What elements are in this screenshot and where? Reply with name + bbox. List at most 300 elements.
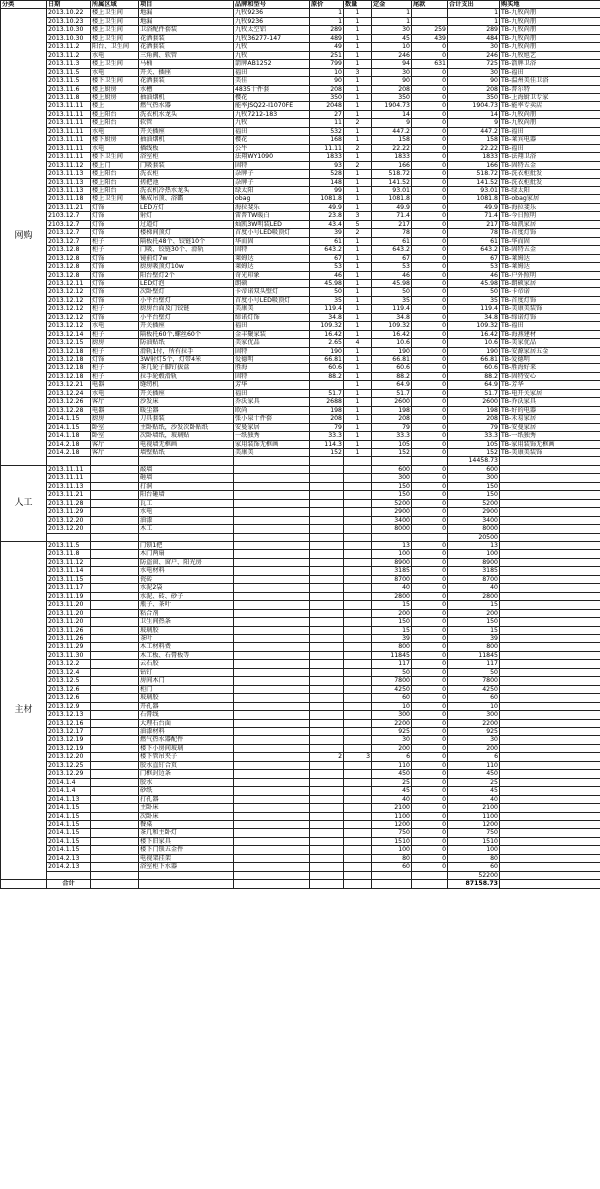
table-cell [91, 778, 139, 786]
table-cell: 美家优品 [234, 339, 310, 347]
table-cell [344, 474, 372, 482]
table-cell [310, 482, 344, 490]
table-cell: 楼下旧家具 [139, 837, 234, 845]
table-cell: 67 [448, 254, 500, 262]
table-cell: 九牧 [234, 43, 310, 51]
table-cell: 0 [412, 136, 448, 144]
table-cell: 楼上门 [91, 161, 139, 169]
table-cell [372, 457, 412, 465]
table-cell: 灯饰 [91, 220, 139, 228]
sheet-body [1, 9, 600, 888]
table-row [1, 313, 600, 321]
table-cell: 浴室柜下水器 [139, 863, 234, 871]
table-cell: 109.32 [448, 322, 500, 330]
table-cell [91, 575, 139, 583]
table-cell: 1 [344, 263, 372, 271]
table-cell: 15 [448, 601, 500, 609]
table-cell [412, 880, 448, 888]
table-cell: TB-九牧旭艺 [500, 51, 600, 59]
table-cell [91, 542, 139, 550]
table-row [1, 584, 600, 592]
table-cell: 208 [310, 85, 344, 93]
table-cell: 0 [412, 474, 448, 482]
table-cell [91, 685, 139, 693]
table-cell: 木工板、石膏板等 [139, 651, 234, 659]
table-cell [500, 829, 600, 837]
table-cell [234, 482, 310, 490]
table-cell: 楼下厨房 [91, 136, 139, 144]
table-cell [310, 558, 344, 566]
table-cell [412, 17, 448, 25]
table-cell: 2013.12.8 [47, 246, 91, 254]
table-cell [234, 550, 310, 558]
table-cell: 11 [310, 119, 344, 127]
table-cell: 0 [412, 347, 448, 355]
table-cell [500, 567, 600, 575]
table-cell: 22.22 [372, 144, 412, 152]
table-cell: 敲墙 [139, 465, 234, 473]
table-row [1, 499, 600, 507]
table-cell: 楼上卫生间 [91, 26, 139, 34]
table-cell: TB-莱姆达 [500, 263, 600, 271]
table-cell: 楼上 [91, 102, 139, 110]
table-cell [234, 812, 310, 820]
table-cell [310, 643, 344, 651]
table-cell: TB-胜海好来 [500, 364, 600, 372]
table-cell [234, 677, 310, 685]
table-cell: 90 [310, 77, 344, 85]
column-header: 项目 [139, 1, 234, 9]
table-cell: 2014.2.13 [47, 863, 91, 871]
table-cell: 樱花 [234, 136, 310, 144]
table-cell: 79 [448, 423, 500, 431]
table-cell [500, 719, 600, 727]
table-cell: 190 [448, 347, 500, 355]
table-cell: 114.3 [310, 440, 344, 448]
table-cell [91, 584, 139, 592]
table-cell: 洗衣机冷热水龙头 [139, 186, 234, 194]
table-cell: 2 [344, 144, 372, 152]
table-cell: 2013.11.13 [47, 186, 91, 194]
table-cell: 289 [310, 26, 344, 34]
table-cell: 2014.1.4 [47, 787, 91, 795]
table-cell: 0 [412, 372, 448, 380]
table-cell: 抽油烟机 [139, 93, 234, 101]
table-cell: 450 [372, 770, 412, 778]
table-cell [234, 829, 310, 837]
table-cell [344, 719, 372, 727]
table-cell: 朗硕 [234, 279, 310, 287]
table-cell [310, 711, 344, 719]
table-cell [1, 880, 47, 888]
table-cell: 2900 [372, 508, 412, 516]
table-cell: 13 [448, 542, 500, 550]
table-cell: TB-温州美佳卫浴 [500, 77, 600, 85]
table-row [1, 567, 600, 575]
table-cell [344, 618, 372, 626]
table-cell: TB-芳华 [500, 381, 600, 389]
table-cell: 2013.12.6 [47, 685, 91, 693]
table-cell: 1 [344, 415, 372, 423]
table-cell: 0 [412, 643, 448, 651]
table-cell [91, 677, 139, 685]
table-cell: 1081.8 [310, 195, 344, 203]
table-cell: 300 [448, 711, 500, 719]
table-cell: 楼上阳台 [91, 186, 139, 194]
table-cell [344, 736, 372, 744]
table-cell [234, 727, 310, 735]
table-cell: 1 [344, 406, 372, 414]
table-cell: 柜子 [91, 364, 139, 372]
table-row [1, 609, 600, 617]
table-cell: 60 [372, 863, 412, 871]
table-cell [139, 457, 234, 465]
table-cell: 灯饰 [91, 263, 139, 271]
table-row [1, 711, 600, 719]
table-cell: 1 [344, 102, 372, 110]
table-cell: 滑轨1付，所有拉手 [139, 347, 234, 355]
table-cell: 厨房 [91, 339, 139, 347]
table-row [1, 178, 600, 186]
table-cell: 0 [412, 432, 448, 440]
table-cell: 灯饰 [91, 288, 139, 296]
table-cell: 289 [448, 26, 500, 34]
table-cell [500, 550, 600, 558]
table-cell: 厨房台面及门铰链 [139, 305, 234, 313]
table-row [1, 263, 600, 271]
table-row [1, 719, 600, 727]
column-header: 分类 [1, 1, 47, 9]
table-cell [310, 542, 344, 550]
table-cell: 166 [448, 161, 500, 169]
table-cell: 卧室 [91, 423, 139, 431]
table-cell [310, 457, 344, 465]
table-cell: TB-绿太阳 [500, 186, 600, 194]
table-cell: 地漏 [139, 17, 234, 25]
table-cell: 2100 [448, 804, 500, 812]
table-row [1, 516, 600, 524]
table-row [1, 736, 600, 744]
table-cell [310, 820, 344, 828]
table-cell: 30 [448, 68, 500, 76]
table-cell [344, 668, 372, 676]
table-cell: 105 [448, 440, 500, 448]
table-cell: 643.2 [372, 246, 412, 254]
table-cell: 2013.11.14 [47, 567, 91, 575]
table-cell: 洗衣柜 [139, 170, 234, 178]
table-cell [500, 761, 600, 769]
table-cell: 0 [412, 609, 448, 617]
table-cell [310, 719, 344, 727]
table-cell: 1 [344, 127, 372, 135]
table-cell: 2013.11.11 [47, 153, 91, 161]
table-cell [500, 753, 600, 761]
table-cell [500, 685, 600, 693]
table-cell: 2013.11.8 [47, 93, 91, 101]
table-cell [91, 820, 139, 828]
table-cell: TB-今日照明 [500, 212, 600, 220]
table-cell: 0 [412, 254, 448, 262]
table-cell: 2013.12.29 [47, 770, 91, 778]
table-cell: 51.7 [372, 389, 412, 397]
table-cell: 1 [344, 364, 372, 372]
table-cell: 0 [412, 694, 448, 702]
table-cell: 25 [372, 778, 412, 786]
table-cell: 0 [412, 203, 448, 211]
table-cell: 33.3 [310, 432, 344, 440]
table-cell: 卧室 [91, 432, 139, 440]
table-cell: 2014.1.15 [47, 820, 91, 828]
table-cell: 49.9 [448, 203, 500, 211]
table-cell [310, 685, 344, 693]
table-cell: 2013.11.11 [47, 102, 91, 110]
table-row [1, 685, 600, 693]
table-cell [500, 863, 600, 871]
table-row [1, 43, 600, 51]
table-cell: 欧尚 [234, 406, 310, 414]
table-cell [500, 533, 600, 541]
table-cell [500, 854, 600, 862]
table-cell: 打孔器 [139, 795, 234, 803]
table-cell: 0 [412, 795, 448, 803]
table-cell [234, 499, 310, 507]
table-cell: TB-能率专卖店 [500, 102, 600, 110]
table-cell: 93 [310, 161, 344, 169]
table-cell: 2013.11.13 [47, 178, 91, 186]
table-cell [500, 474, 600, 482]
table-row [1, 17, 600, 25]
table-row [1, 372, 600, 380]
table-cell: 2 [344, 229, 372, 237]
table-cell: 1 [344, 372, 372, 380]
table-cell: 安曼家居 [234, 423, 310, 431]
total-label: 合计 [47, 880, 91, 888]
table-cell: 2014.2.13 [47, 854, 91, 862]
table-cell: 208 [372, 415, 412, 423]
table-cell: TB-obag家居 [500, 195, 600, 203]
table-cell: 沙发床 [139, 398, 234, 406]
table-cell: 美佳 [234, 77, 310, 85]
table-cell: 1 [344, 330, 372, 338]
table-cell: 0 [412, 85, 448, 93]
table-cell: 2013.12.12 [47, 296, 91, 304]
table-cell: 樱花 [234, 93, 310, 101]
table-cell: 80 [448, 854, 500, 862]
table-cell: 2200 [448, 719, 500, 727]
table-cell: 78 [372, 229, 412, 237]
table-cell: 小平台壁灯 [139, 296, 234, 304]
table-cell [234, 753, 310, 761]
table-row [1, 795, 600, 803]
table-cell: 瓦工 [139, 499, 234, 507]
table-cell: TB-美家优品 [500, 339, 600, 347]
table-cell: 3185 [448, 567, 500, 575]
table-row [1, 643, 600, 651]
table-cell: 2013.12.4 [47, 668, 91, 676]
table-cell [500, 618, 600, 626]
table-cell: 浴室柜 [139, 153, 234, 161]
table-cell: 1 [344, 296, 372, 304]
table-cell: TB-首度灯饰 [500, 229, 600, 237]
table-cell [500, 651, 600, 659]
table-cell: 66.81 [372, 356, 412, 364]
table-cell: TB-九牧尚朋 [500, 9, 600, 17]
table-row [1, 694, 600, 702]
table-cell [344, 804, 372, 812]
table-cell: 0 [412, 626, 448, 634]
table-cell: 电器 [91, 381, 139, 389]
table-cell: 51.7 [310, 389, 344, 397]
table-cell: 电器 [91, 406, 139, 414]
table-cell: 杂牌子 [234, 170, 310, 178]
table-cell: 64.9 [372, 381, 412, 389]
table-cell [234, 702, 310, 710]
table-cell: 4 [344, 339, 372, 347]
table-cell: 2688 [310, 398, 344, 406]
table-cell: 2013.12.8 [47, 271, 91, 279]
table-cell [91, 474, 139, 482]
table-cell: 33.3 [448, 432, 500, 440]
table-row [1, 406, 600, 414]
table-cell: 5 [344, 220, 372, 228]
table-cell [500, 482, 600, 490]
table-cell: 1510 [448, 837, 500, 845]
table-cell: 799 [310, 60, 344, 68]
table-cell: 11845 [372, 651, 412, 659]
table-row [1, 601, 600, 609]
table-cell: 1 [344, 51, 372, 59]
table-cell: 暖尘器 [139, 406, 234, 414]
table-cell: 2013.12.18 [47, 372, 91, 380]
table-cell: TB-户外照明 [500, 271, 600, 279]
table-row [1, 60, 600, 68]
table-cell: 电视架挂架 [139, 854, 234, 862]
table-cell: 楼上卫生间 [91, 17, 139, 25]
table-cell: 大理石台面 [139, 719, 234, 727]
table-cell: 主卧床 [139, 804, 234, 812]
table-cell: 0 [412, 51, 448, 59]
table-cell [91, 812, 139, 820]
table-cell [500, 634, 600, 642]
table-cell: 2200 [372, 719, 412, 727]
table-cell: 隔板托60个,螺丝60个 [139, 330, 234, 338]
table-cell: 925 [448, 727, 500, 735]
table-cell: 爱德明 [234, 356, 310, 364]
table-cell [310, 533, 344, 541]
table-cell [310, 567, 344, 575]
table-cell: 350 [372, 93, 412, 101]
table-cell: 50 [448, 668, 500, 676]
table-cell: 30 [372, 68, 412, 76]
table-cell: 灯饰 [91, 212, 139, 220]
table-cell: 美康美 [234, 305, 310, 313]
table-row [1, 846, 600, 854]
table-cell [91, 880, 139, 888]
table-cell [91, 846, 139, 854]
table-cell: 2013.11.11 [47, 110, 91, 118]
table-cell: TB-乔沃家具 [500, 398, 600, 406]
table-cell: TB-九牧尚朋 [500, 26, 600, 34]
table-cell [344, 778, 372, 786]
table-cell: 1 [344, 254, 372, 262]
header-row [1, 1, 600, 9]
table-cell: TB-九牧尚朋 [500, 43, 600, 51]
table-cell: 楼上厨房 [91, 85, 139, 93]
table-cell: LED灯泡 [139, 279, 234, 287]
table-cell [310, 787, 344, 795]
table-cell: 灯饰 [91, 271, 139, 279]
table-cell: 0 [412, 660, 448, 668]
table-cell: 3 [344, 68, 372, 76]
table-cell: 抽油烟机 [139, 136, 234, 144]
table-cell [344, 626, 372, 634]
table-cell [91, 660, 139, 668]
table-cell: 0 [412, 499, 448, 507]
table-cell: 水泥、砖、砂子 [139, 592, 234, 600]
table-cell: 141.52 [448, 178, 500, 186]
table-cell: 0 [412, 753, 448, 761]
table-cell: 2100 [372, 804, 412, 812]
table-cell: 主卧贴纸，沙发次卧贴纸 [139, 423, 234, 431]
table-cell: 2013.11.5 [47, 68, 91, 76]
table-cell: 10 [448, 702, 500, 710]
table-cell: 1833 [448, 153, 500, 161]
table-cell: 0 [412, 271, 448, 279]
table-cell: 30 [448, 43, 500, 51]
table-cell [310, 837, 344, 845]
table-cell [344, 660, 372, 668]
table-cell: 10 [372, 702, 412, 710]
table-cell: 2103.12.7 [47, 212, 91, 220]
column-header: 合计支出 [448, 1, 500, 9]
table-cell: 楼下卫生间 [91, 153, 139, 161]
table-cell [344, 550, 372, 558]
table-cell [91, 863, 139, 871]
table-cell [234, 465, 310, 473]
table-cell [310, 660, 344, 668]
table-cell: 2013.12.8 [47, 254, 91, 262]
table-cell: 8000 [372, 525, 412, 533]
table-cell: 2013.11.12 [47, 161, 91, 169]
table-cell: 客厅 [91, 398, 139, 406]
table-cell: 阳台、卫生间 [91, 43, 139, 51]
table-cell: 2013.12.19 [47, 744, 91, 752]
table-cell: 阳台壁灯2个 [139, 271, 234, 279]
table-cell: 能率JSQ22-I1070FE [234, 102, 310, 110]
table-cell: TB-美康美装饰 [500, 449, 600, 457]
table-cell: 50 [372, 288, 412, 296]
table-row [1, 136, 600, 144]
table-row [1, 432, 600, 440]
table-cell: 0 [412, 787, 448, 795]
table-cell: 茶几和主卧灯 [139, 829, 234, 837]
table-cell: 30 [448, 736, 500, 744]
table-cell: 71.4 [448, 212, 500, 220]
table-cell [91, 711, 139, 719]
table-cell [234, 820, 310, 828]
table-cell: 油漆 [139, 516, 234, 524]
table-cell: 开关插座 [139, 127, 234, 135]
table-cell: 花洒套装 [139, 34, 234, 42]
table-cell: 60.6 [372, 364, 412, 372]
table-cell: 2014.1.15 [47, 812, 91, 820]
table-cell: 61 [310, 237, 344, 245]
table-cell [234, 837, 310, 845]
table-cell: 8700 [448, 575, 500, 583]
table-cell [500, 525, 600, 533]
table-cell: 1 [344, 203, 372, 211]
table-cell: 次卧墙纸，玻璃贴 [139, 432, 234, 440]
